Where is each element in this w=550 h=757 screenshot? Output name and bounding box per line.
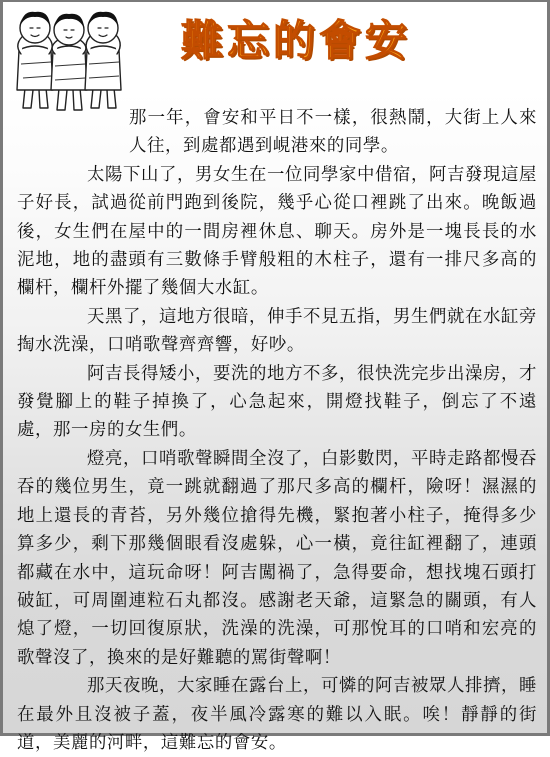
paragraph-6: 那天夜晚，大家睡在露台上，可憐的阿吉被眾人排擠，睡在最外且沒被子蓋，夜半風冷露寒的難以入眠。唉！靜靜的街道，美麗的河畔，這難忘的會安。 <box>17 676 537 753</box>
three-children-illustration <box>9 4 129 116</box>
paragraph-5: 燈亮，口哨歌聲瞬間全沒了，白影數閃，平時走路都慢吞吞的幾位男生，竟一跳就翻過了那尺多高的欄杆，險呀！濕濕的地上還長的青苔，另外幾位搶得先機，緊抱著小柱子，掩得多少算多少，剩下那幾個眼看沒處躲，心一橫，竟往缸裡翻了，連頭都藏在水中，這玩命呀！阿吉闖禍了，急得要命，想找塊石頭打破缸，可周圍連粒石丸都沒。感謝老天爺，這緊急的關頭，有人熄了燈，一切回復原狀，洗澡的洗澡，可那悅耳的口哨和宏亮的歌聲沒了，換來的是好難聽的罵街聲啊！ <box>17 448 537 668</box>
page-title: 難忘的會安 <box>181 16 412 65</box>
paragraph-4: 阿吉長得矮小，要洗的地方不多，很快洗完步出澡房，才發覺腳上的鞋子掉換了，心急起來，開燈找鞋子，倒忘了不遠處，那一房的女生們。 <box>17 363 537 441</box>
paragraph-1: 那一年，會安和平日不一樣，很熱鬧，大街上人來人往，到處都遇到峴港來的同學。 <box>129 108 537 157</box>
paragraph-3: 天黑了，這地方很暗，伸手不見五指，男生們就在水缸旁掏水洗澡，口哨歌聲齊齊響，好吵。 <box>17 306 537 356</box>
story-body <box>17 104 537 757</box>
paragraph-2: 太陽下山了，男女生在一位同學家中借宿，阿吉發現這屋子好長，試過從前門跑到後院，幾乎心從口裡跳了出來。晚飯過後，女生們在屋中的一間房裡休息、聊天。房外是一塊長長的水泥地，地的盡頭有三數條手臂般粗的木柱子，還有一排尺多高的欄杆，欄杆外擺了幾個大水缸。 <box>17 164 537 299</box>
